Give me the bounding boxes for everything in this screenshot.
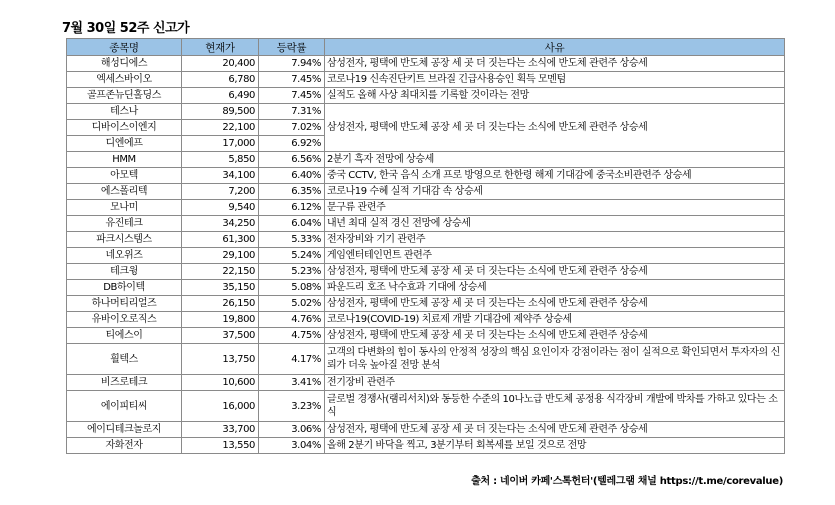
header-reason: 사유 (325, 39, 785, 56)
price-cell: 7,200 (182, 184, 259, 200)
change-rate-cell: 3.41% (259, 375, 325, 391)
table-row (67, 184, 785, 200)
change-rate-cell: 5.23% (259, 264, 325, 280)
change-rate-cell: 5.33% (259, 232, 325, 248)
reason-cell: 삼성전자, 평택에 반도체 공장 세 곳 더 짓는다는 소식에 반도체 관련주 상승세 (325, 264, 785, 280)
change-rate-cell: 6.04% (259, 216, 325, 232)
price-cell: 34,100 (182, 168, 259, 184)
reason-cell: 글로벌 경쟁사(램리서치)와 동등한 수준의 10나노급 반도체 공정용 식각장비 개발에 박차를 가하고 있다는 소식 (325, 391, 785, 422)
source-note: 출처 : 네이버 카페'스톡헌터'(텔레그램 채널 https://t.me/corevalue) (471, 476, 783, 487)
table-row (67, 375, 785, 391)
price-cell: 13,750 (182, 344, 259, 375)
table-row (67, 72, 785, 88)
table-row (67, 216, 785, 232)
table-row (67, 312, 785, 328)
table-row (67, 200, 785, 216)
stock-name-cell: 유진테크 (67, 216, 182, 232)
header-current-price: 현재가 (182, 39, 259, 56)
change-rate-cell: 4.17% (259, 344, 325, 375)
reason-cell: 게임엔터테인먼트 관련주 (325, 248, 785, 264)
table-row (67, 422, 785, 438)
price-cell: 10,600 (182, 375, 259, 391)
price-cell: 20,400 (182, 56, 259, 72)
reason-cell: 중국 CCTV, 한국 음식 소개 프로 방영으로 한한령 해제 기대감에 중국소비관련주 상승세 (325, 168, 785, 184)
price-cell: 6,490 (182, 88, 259, 104)
change-rate-cell: 7.02% (259, 120, 325, 136)
stock-name-cell: 디바이스이엔지 (67, 120, 182, 136)
reason-cell (325, 104, 785, 152)
reason-cell: 코로나19 수혜 실적 기대감 속 상승세 (325, 184, 785, 200)
stock-name-cell: 휠텍스 (67, 344, 182, 375)
price-cell: 22,150 (182, 264, 259, 280)
change-rate-cell: 7.45% (259, 72, 325, 88)
table-row (67, 264, 785, 280)
header-change-rate: 등락률 (259, 39, 325, 56)
table-body (67, 56, 785, 454)
price-cell: 9,540 (182, 200, 259, 216)
price-cell: 17,000 (182, 136, 259, 152)
price-cell: 22,100 (182, 120, 259, 136)
table-row (67, 248, 785, 264)
price-cell: 13,550 (182, 438, 259, 454)
table-row (67, 391, 785, 422)
price-cell: 33,700 (182, 422, 259, 438)
change-rate-cell: 5.02% (259, 296, 325, 312)
stock-name-cell: 티에스이 (67, 328, 182, 344)
price-cell: 26,150 (182, 296, 259, 312)
table-header-row (67, 39, 785, 56)
stock-name-cell: 자화전자 (67, 438, 182, 454)
change-rate-cell: 5.24% (259, 248, 325, 264)
table-row (67, 296, 785, 312)
price-cell: 35,150 (182, 280, 259, 296)
reason-cell: 코로나19 신속진단키트 브라질 긴급사용승인 획득 모멘텀 (325, 72, 785, 88)
reason-cell: 고객의 다변화의 힘이 동사의 안정적 성장의 핵심 요인이자 강점이라는 점이 실적으로 확인되면서 투자자의 신뢰가 더욱 높아질 전망 분석 (325, 344, 785, 375)
stock-name-cell: 엑세스바이오 (67, 72, 182, 88)
reason-cell: 전자장비와 기기 관련주 (325, 232, 785, 248)
price-cell: 61,300 (182, 232, 259, 248)
change-rate-cell: 4.76% (259, 312, 325, 328)
stock-name-cell: 에이디테크놀로지 (67, 422, 182, 438)
change-rate-cell: 4.75% (259, 328, 325, 344)
table-row (67, 328, 785, 344)
stock-name-cell: 모나미 (67, 200, 182, 216)
price-cell: 89,500 (182, 104, 259, 120)
reason-cell: 내년 최대 실적 경신 전망에 상승세 (325, 216, 785, 232)
stock-name-cell: 하나머티리얼즈 (67, 296, 182, 312)
reason-cell: 삼성전자, 평택에 반도체 공장 세 곳 더 짓는다는 소식에 반도체 관련주 상승세 (325, 422, 785, 438)
change-rate-cell: 6.40% (259, 168, 325, 184)
reason-cell: 실적도 올해 사상 최대치를 기록할 것이라는 전망 (325, 88, 785, 104)
stock-name-cell: 골프존뉴딘홀딩스 (67, 88, 182, 104)
change-rate-cell: 6.35% (259, 184, 325, 200)
reason-cell: 삼성전자, 평택에 반도체 공장 세 곳 더 짓는다는 소식에 반도체 관련주 상승세 (325, 328, 785, 344)
stock-name-cell: 디엔에프 (67, 136, 182, 152)
stock-name-cell: 네오위즈 (67, 248, 182, 264)
stock-name-cell: 테크윙 (67, 264, 182, 280)
reason-cell: 문구류 관련주 (325, 200, 785, 216)
change-rate-cell: 3.04% (259, 438, 325, 454)
stock-name-cell: DB하이텍 (67, 280, 182, 296)
table-row (67, 168, 785, 184)
reason-cell: 2분기 흑자 전망에 상승세 (325, 152, 785, 168)
stock-name-cell: 에이피티씨 (67, 391, 182, 422)
reason-cell: 코로나19(COVID-19) 치료제 개발 기대감에 제약주 상승세 (325, 312, 785, 328)
stock-name-cell: 비즈로테크 (67, 375, 182, 391)
price-cell: 34,250 (182, 216, 259, 232)
stock-name-cell: 해성디에스 (67, 56, 182, 72)
change-rate-cell: 6.12% (259, 200, 325, 216)
page-title: 7월 30일 52주 신고가 (62, 21, 190, 36)
table-row (67, 88, 785, 104)
reason-cell: 올해 2분기 바닥을 찍고, 3분기부터 회복세를 보일 것으로 전망 (325, 438, 785, 454)
reason-cell: 파운드리 호조 낙수효과 기대에 상승세 (325, 280, 785, 296)
change-rate-cell: 7.45% (259, 88, 325, 104)
table-row (67, 280, 785, 296)
table-row (67, 152, 785, 168)
table-row (67, 232, 785, 248)
stock-name-cell: 에스폴리텍 (67, 184, 182, 200)
price-cell: 19,800 (182, 312, 259, 328)
reason-cell: 삼성전자, 평택에 반도체 공장 세 곳 더 짓는다는 소식에 반도체 관련주 상승세 (325, 56, 785, 72)
change-rate-cell: 3.06% (259, 422, 325, 438)
change-rate-cell: 5.08% (259, 280, 325, 296)
reason-text: 삼성전자, 평택에 반도체 공장 세 곳 더 짓는다는 소식에 반도체 관련주 상승세 (327, 122, 648, 133)
stock-name-cell: 유바이오로직스 (67, 312, 182, 328)
reason-cell: 삼성전자, 평택에 반도체 공장 세 곳 더 짓는다는 소식에 반도체 관련주 상승세 (325, 296, 785, 312)
stock-name-cell: 아모텍 (67, 168, 182, 184)
table-row (67, 56, 785, 72)
header-stock-name: 종목명 (67, 39, 182, 56)
reason-cell: 전기장비 관련주 (325, 375, 785, 391)
price-cell: 29,100 (182, 248, 259, 264)
stock-name-cell: HMM (67, 152, 182, 168)
change-rate-cell: 7.94% (259, 56, 325, 72)
price-cell: 6,780 (182, 72, 259, 88)
stock-name-cell: 파크시스템스 (67, 232, 182, 248)
price-cell: 37,500 (182, 328, 259, 344)
change-rate-cell: 3.23% (259, 391, 325, 422)
table-row (67, 104, 785, 120)
change-rate-cell: 7.31% (259, 104, 325, 120)
stock-table (66, 38, 785, 454)
price-cell: 16,000 (182, 391, 259, 422)
table-row (67, 438, 785, 454)
change-rate-cell: 6.92% (259, 136, 325, 152)
table-row (67, 344, 785, 375)
stock-name-cell: 테스나 (67, 104, 182, 120)
price-cell: 5,850 (182, 152, 259, 168)
change-rate-cell: 6.56% (259, 152, 325, 168)
